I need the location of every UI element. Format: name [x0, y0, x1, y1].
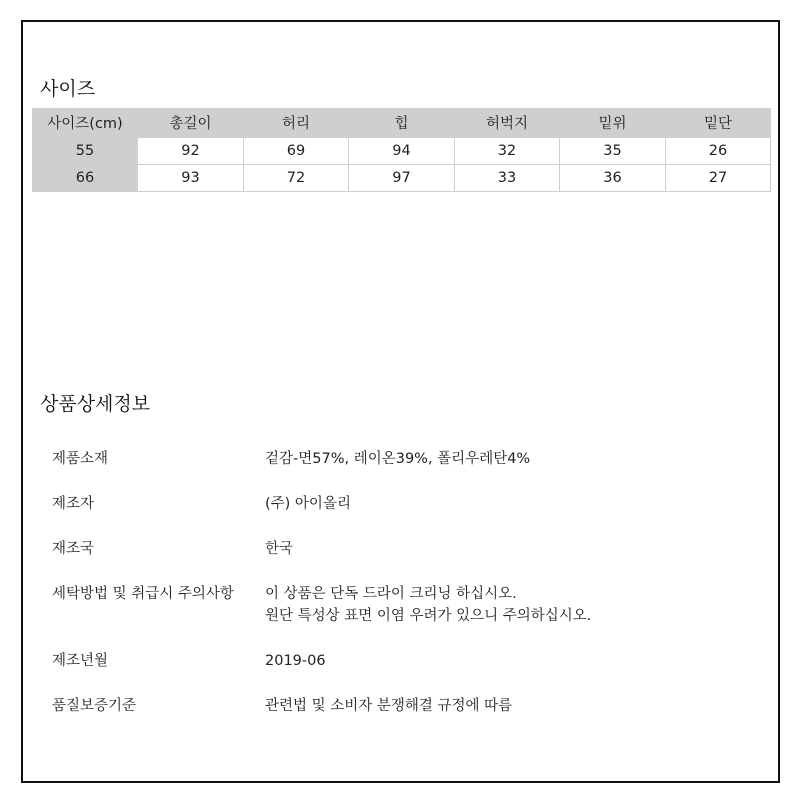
product-info-title: 상품상세정보: [40, 393, 151, 415]
size-cell: 26: [666, 137, 771, 165]
info-value-line: 원단 특성상 표면 이염 우려가 있으니 주의하십시오.: [265, 608, 592, 624]
size-cell: 33: [455, 165, 560, 192]
size-header-thigh: 허벅지: [455, 109, 560, 138]
size-header-rise: 밑위: [560, 109, 666, 138]
info-label: 재조국: [52, 541, 95, 557]
size-table-header-row: [33, 109, 771, 138]
size-cell: 72: [244, 165, 349, 192]
info-value: 2019-06: [265, 653, 326, 669]
size-cell: 97: [349, 165, 455, 192]
table-row: [33, 165, 771, 192]
size-cell: 35: [560, 137, 666, 165]
size-cell: 93: [138, 165, 244, 192]
size-header-hem: 밑단: [666, 109, 771, 138]
table-row: [33, 137, 771, 165]
info-value: 겉감-면57%, 레이온39%, 폴리우레탄4%: [265, 451, 531, 467]
info-row-manufacturer: [52, 493, 692, 538]
product-info-table: [52, 448, 692, 740]
size-cell: 94: [349, 137, 455, 165]
info-label: 세탁방법 및 취급시 주의사항: [52, 586, 234, 602]
info-value: 한국: [265, 541, 294, 557]
info-value: (주) 아이올리: [265, 496, 351, 512]
size-header-hip: 힙: [349, 109, 455, 138]
size-table: [32, 108, 771, 192]
size-label: 66: [33, 165, 138, 192]
info-value-multiline: [265, 583, 692, 650]
size-header-size: 사이즈(cm): [33, 109, 138, 138]
info-label: 품질보증기준: [52, 698, 137, 714]
info-label: 제조자: [52, 496, 95, 512]
size-cell: 69: [244, 137, 349, 165]
size-header-total-length: 총길이: [138, 109, 244, 138]
info-value: 관련법 및 소비자 분쟁해결 규정에 따름: [265, 698, 513, 714]
info-row-care: [52, 583, 692, 650]
info-row-date: [52, 650, 692, 695]
size-cell: 27: [666, 165, 771, 192]
size-cell: 32: [455, 137, 560, 165]
size-section-title: 사이즈: [40, 78, 96, 100]
size-header-waist: 허리: [244, 109, 349, 138]
info-row-warranty: [52, 695, 692, 740]
size-label: 55: [33, 137, 138, 165]
info-row-country: [52, 538, 692, 583]
info-row-material: [52, 448, 692, 493]
info-label: 제품소재: [52, 451, 109, 467]
size-cell: 36: [560, 165, 666, 192]
info-label: 제조년월: [52, 653, 109, 669]
info-value-line: 이 상품은 단독 드라이 크리닝 하십시오.: [265, 586, 517, 602]
size-cell: 92: [138, 137, 244, 165]
